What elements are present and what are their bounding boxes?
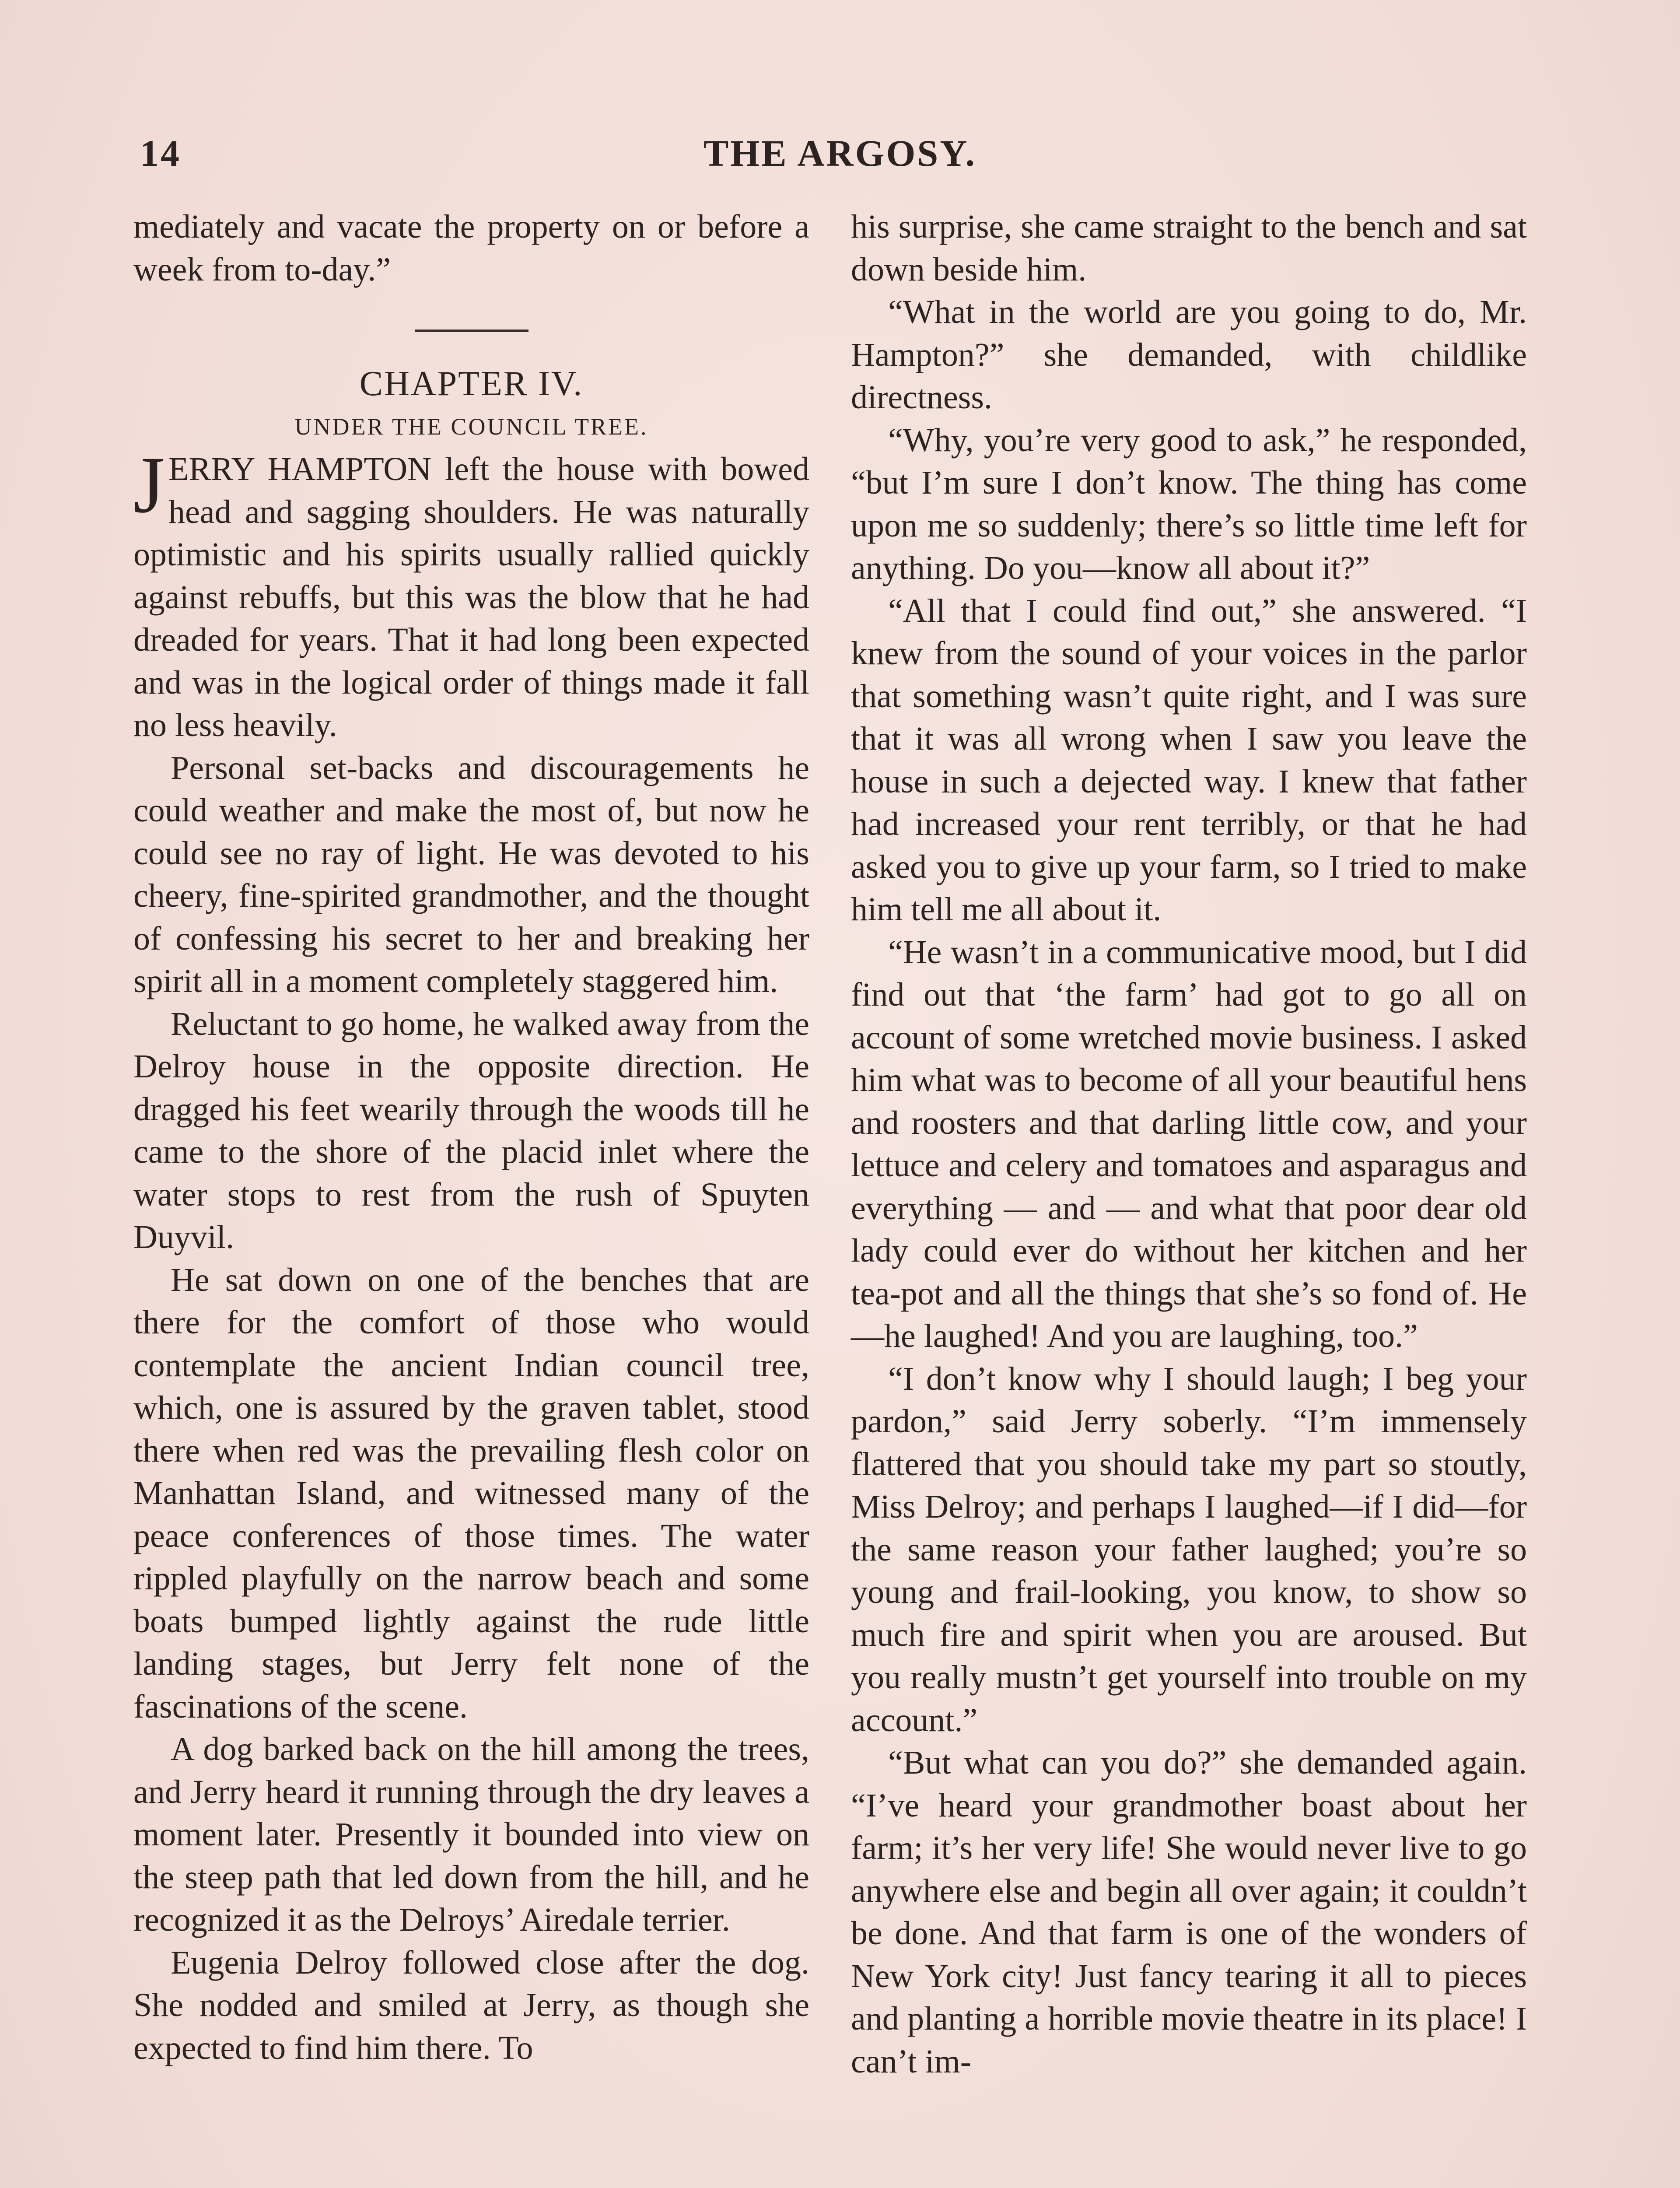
paragraph: “I don’t know why I should laugh; I beg your pardon,” said Jerry soberly. “I’m immensely flattered that you should take my part so stoutly, Miss Delroy; and perhaps I laughed—if I did—for the same reason your father laughed; you’re so young and frail-looking, you know, to show so much fire and spirit when you are aroused. But you really mustn’t get yourself into trouble on my account.”: [851, 1360, 1527, 1739]
opening-paragraph-text: ERRY HAMPTON left the house with bowed head and sagging shoulders. He was naturally optimistic and his spirits usually rallied quickly against rebuffs, but this was the blow that he had dreaded for years. That it had long been expected and was in the logical order of things made it fall no less heavily.: [133, 451, 809, 743]
paragraph: Eugenia Delroy followed close after the dog. She nodded and smiled at Jerry, as though she expected to find him there. To: [133, 1944, 809, 2066]
paragraph: “He wasn’t in a communicative mood, but I did find out that ‘the farm’ had got to go all on account of some wretched movie business. I asked him what was to become of all your beautiful hens and roosters and that darling little cow, and your lettuce and celery and tomatoes and asparagus and everything — and — and what that poor dear old lady could ever do without her kitchen and her tea-pot and all the things that she’s so fond of. He—he laughed! And you are laughing, too.”: [851, 933, 1527, 1354]
chapter-title: CHAPTER IV.: [359, 365, 584, 403]
paragraph: “But what can you do?” she demanded again. “I’ve heard your grandmother boast about her farm; it’s her very life! She would never live to go anywhere else and begin all over again; it couldn’t be done. And that farm is one of the wonders of New York city! Just fancy tearing it all to pieces and planting a horrible movie theatre in its place! I can’t im-: [851, 1744, 1527, 2080]
page-number: 14: [140, 132, 181, 174]
chapter-subtitle: UNDER THE COUNCIL TREE.: [294, 413, 648, 440]
paragraph: Reluctant to go home, he walked away from the Delroy house in the opposite direction. He dragged his feet wearily through the woods till he came to the shore of the placid inlet where the water stops to rest from the rush of Spuyten Duyvil.: [133, 1005, 809, 1255]
paragraph: “All that I could find out,” she answered. “I knew from the sound of your voices in the parlor that something wasn’t quite right, and I was sure that it was all wrong when I saw you leave the house in such a dejected way. I knew that father had increased your rent terribly, or that he had asked you to give up your farm, so I tried to make him tell me all about it.: [851, 592, 1527, 928]
continued-paragraph: his surprise, she came straight to the bench and sat down beside him.: [851, 208, 1527, 288]
right-column: [851, 206, 1527, 2083]
paragraph: A dog barked back on the hill among the trees, and Jerry heard it running through the dry leaves a moment later. Presently it bounded into view on the steep path that led down from the hill, and he recognized it as the Delroys’ Airedale terrier.: [133, 1731, 809, 1938]
drop-cap: J: [133, 440, 165, 530]
paragraph: “What in the world are you going to do, Mr. Hampton?” she demanded, with childlike directness.: [851, 294, 1527, 416]
paragraph: “Why, you’re very good to ask,” he responded, “but I’m sure I don’t know. The thing has come upon me so suddenly; there’s so little time left for anything. Do you—know all about it?”: [851, 421, 1527, 586]
running-head: [140, 127, 1540, 184]
magazine-title: THE ARGOSY.: [704, 132, 976, 174]
left-column: [133, 206, 809, 2069]
opening-paragraph: [133, 440, 809, 747]
paragraph: He sat down on one of the benches that are there for the comfort of those who would contemplate the ancient Indian council tree, which, one is assured by the graven tablet, stood there when red was the prevailing flesh color on Manhattan Island, and witnessed many of the peace conferences of those times. The water rippled playfully on the narrow beach and some boats bumped lightly against the rude little landing stages, but Jerry felt none of the fascinations of the scene.: [133, 1261, 809, 1725]
continued-paragraph: mediately and vacate the property on or before a week from to-day.”: [133, 208, 809, 288]
section-divider: [415, 330, 528, 332]
paragraph: Personal set-backs and discouragements he could weather and make the most of, but now he could see no ray of light. He was devoted to his cheery, fine-spirited grandmother, and the thought of confessing his secret to her and breaking her spirit all in a moment completely staggered him.: [133, 749, 809, 999]
